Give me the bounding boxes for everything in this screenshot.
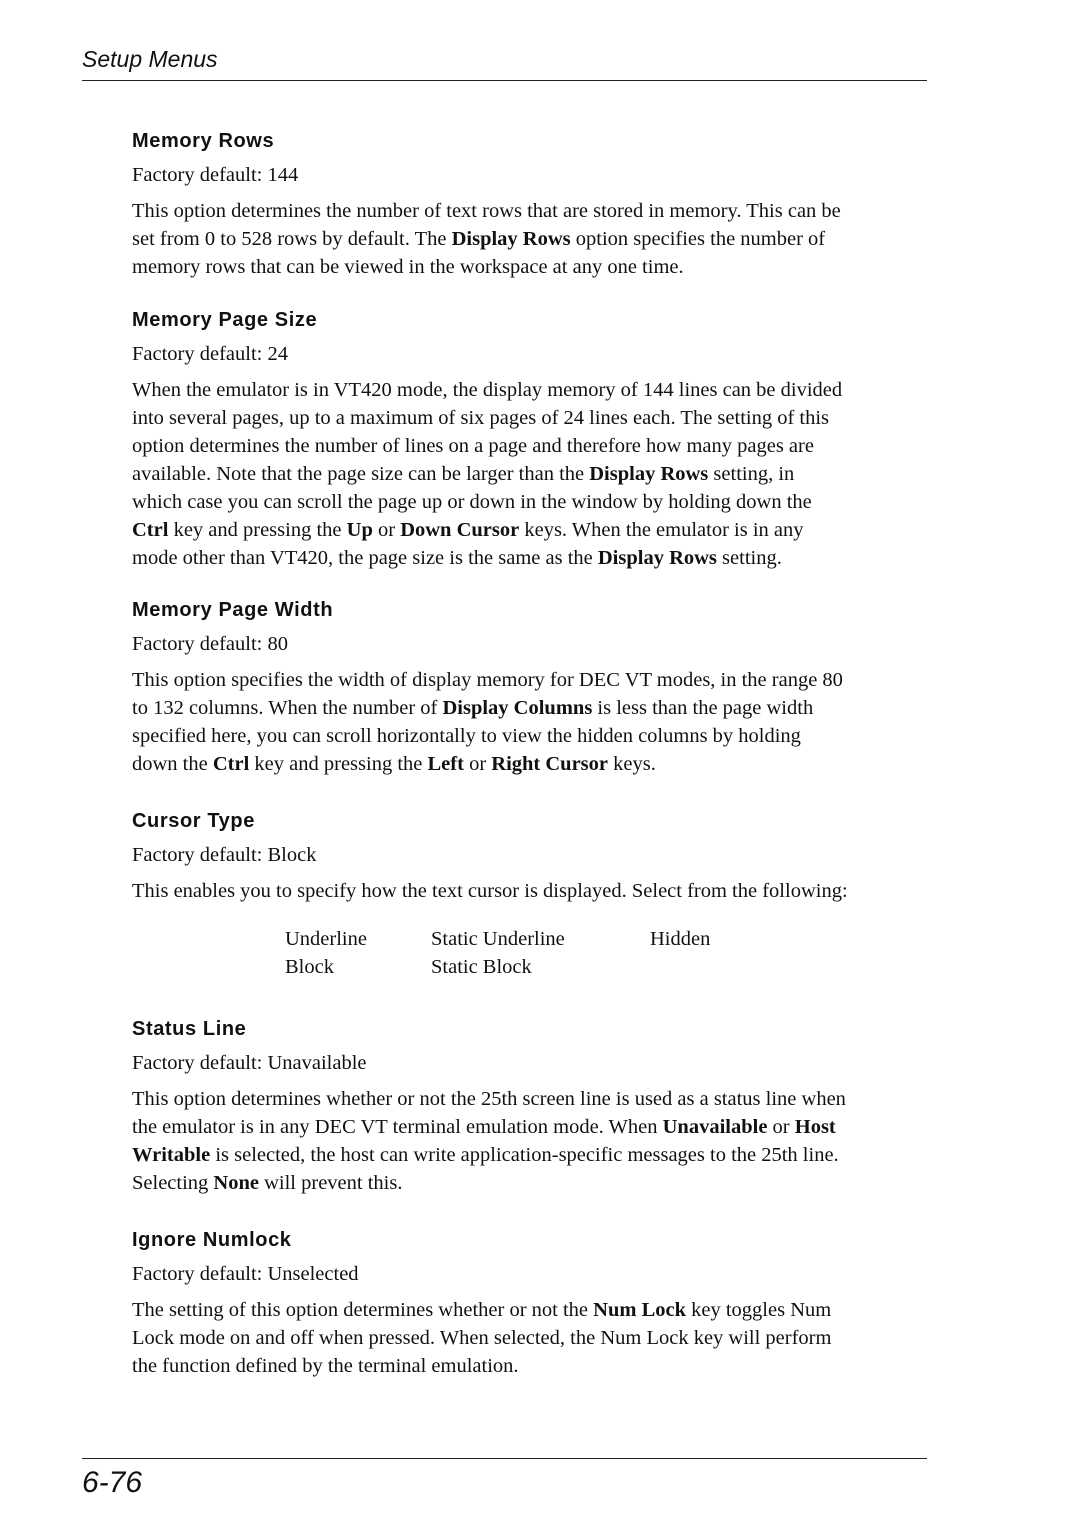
text-run: keys. When the emulator is in any: [519, 519, 804, 541]
paragraph-line: [132, 544, 932, 572]
paragraph-line: [132, 877, 932, 905]
paragraph-line: [132, 1141, 932, 1169]
text-run: The setting of this option determines whether or not the: [132, 1299, 594, 1321]
paragraph-line: [132, 460, 932, 488]
paragraph-line: [132, 1113, 932, 1141]
option-static-underline: Static Underline: [431, 928, 565, 950]
section-status-line: [132, 1014, 932, 1197]
text-run: option determines the number of lines on a page and therefore how many pages are: [132, 435, 814, 457]
text-run: available. Note that the page size can be larger than the: [132, 463, 590, 485]
text-run: Lock mode on and off when pressed. When selected, the Num Lock key will perform: [132, 1327, 832, 1349]
paragraph-line: [132, 666, 932, 694]
paragraph-line: [132, 722, 932, 750]
paragraph-line: [132, 225, 932, 253]
section-cursor-type: [132, 806, 932, 905]
text-run: option specifies the number of: [570, 228, 826, 250]
text-run: the emulator is in any DEC VT terminal emulation mode. When: [132, 1116, 663, 1138]
text-run: Selecting: [132, 1172, 214, 1194]
paragraph-line: [132, 376, 932, 404]
bold-term: Down Cursor: [400, 519, 520, 541]
text-run: When the emulator is in VT420 mode, the display memory of 144 lines can be divided: [132, 379, 843, 401]
paragraph-line: [132, 1169, 932, 1197]
factory-default: Factory default: 24: [132, 343, 288, 365]
factory-default: Factory default: Unavailable: [132, 1052, 367, 1074]
bold-term: Right Cursor: [491, 753, 608, 775]
text-run: key and pressing the: [249, 753, 428, 775]
section-heading: Ignore Numlock: [132, 1229, 292, 1251]
section-memory-page-width: [132, 595, 932, 778]
bold-term: Num Lock: [593, 1299, 686, 1321]
bold-term: Display Rows: [597, 547, 717, 569]
page-number: 6-76: [82, 1466, 143, 1499]
bold-term: Writable: [132, 1144, 211, 1166]
section-heading: Cursor Type: [132, 810, 255, 832]
paragraph-line: [132, 432, 932, 460]
bold-term: Display Rows: [589, 463, 709, 485]
bold-term: None: [213, 1172, 259, 1194]
text-run: down the: [132, 753, 213, 775]
text-run: This option determines whether or not the 25th screen line is used as a status line when: [132, 1088, 846, 1110]
text-run: setting, in: [708, 463, 795, 485]
factory-default: Factory default: Unselected: [132, 1263, 359, 1285]
text-run: setting.: [716, 547, 782, 569]
bold-term: Left: [427, 753, 464, 775]
section-heading: Status Line: [132, 1018, 247, 1040]
text-run: This enables you to specify how the text cursor is displayed. Select from the following:: [132, 880, 848, 902]
option-static-block: Static Block: [431, 956, 532, 978]
text-run: memory rows that can be viewed in the workspace at any one time.: [132, 256, 684, 278]
bold-term: Unavailable: [662, 1116, 768, 1138]
paragraph-line: [132, 488, 932, 516]
text-run: which case you can scroll the page up or down in the window by holding down the: [132, 491, 812, 513]
text-run: key toggles Num: [686, 1299, 832, 1321]
bold-term: Up: [346, 519, 373, 541]
section-heading: Memory Page Size: [132, 309, 318, 331]
text-run: keys.: [608, 753, 656, 775]
text-run: to 132 columns. When the number of: [132, 697, 443, 719]
running-header: Setup Menus: [82, 46, 218, 72]
text-run: This option specifies the width of display memory for DEC VT modes, in the range 80: [132, 669, 843, 691]
paragraph-line: [132, 1296, 932, 1324]
bold-term: Ctrl: [132, 519, 169, 541]
text-run: the function defined by the terminal emulation.: [132, 1355, 519, 1377]
section-heading: Memory Rows: [132, 130, 275, 152]
text-run: will prevent this.: [258, 1172, 403, 1194]
bold-term: Display Columns: [442, 697, 593, 719]
paragraph-line: [132, 1324, 932, 1352]
footer-rule: [82, 1458, 927, 1459]
section-memory-rows: [132, 126, 932, 281]
text-run: is selected, the host can write application-specific messages to the 25th line.: [210, 1144, 839, 1166]
paragraph-line: [132, 253, 932, 281]
paragraph-line: [132, 694, 932, 722]
section-memory-page-size: [132, 305, 932, 572]
factory-default: Factory default: 144: [132, 164, 299, 186]
paragraph-line: [132, 1352, 932, 1380]
text-run: or: [767, 1116, 795, 1138]
factory-default: Factory default: Block: [132, 844, 317, 866]
header-rule: [82, 80, 927, 81]
text-run: or: [372, 519, 401, 541]
section-ignore-numlock: [132, 1225, 932, 1380]
text-run: This option determines the number of text rows that are stored in memory. This can be: [132, 200, 841, 222]
option-hidden: Hidden: [650, 928, 711, 950]
text-run: is less than the page width: [592, 697, 814, 719]
text-run: into several pages, up to a maximum of six pages of 24 lines each. The setting of this: [132, 407, 830, 429]
section-heading: Memory Page Width: [132, 599, 334, 621]
paragraph-line: [132, 197, 932, 225]
paragraph-line: [132, 516, 932, 544]
option-block: Block: [285, 956, 334, 978]
text-run: set from 0 to 528 rows by default. The: [132, 228, 452, 250]
factory-default: Factory default: 80: [132, 633, 288, 655]
bold-term: Host: [794, 1116, 836, 1138]
bold-term: Ctrl: [212, 753, 250, 775]
option-underline: Underline: [285, 928, 367, 950]
text-run: mode other than VT420, the page size is the same as the: [132, 547, 598, 569]
text-run: specified here, you can scroll horizontally to view the hidden columns by holding: [132, 725, 801, 747]
paragraph-line: [132, 1085, 932, 1113]
paragraph-line: [132, 750, 932, 778]
bold-term: Display Rows: [451, 228, 571, 250]
paragraph-line: [132, 404, 932, 432]
text-run: or: [463, 753, 492, 775]
text-run: key and pressing the: [168, 519, 347, 541]
